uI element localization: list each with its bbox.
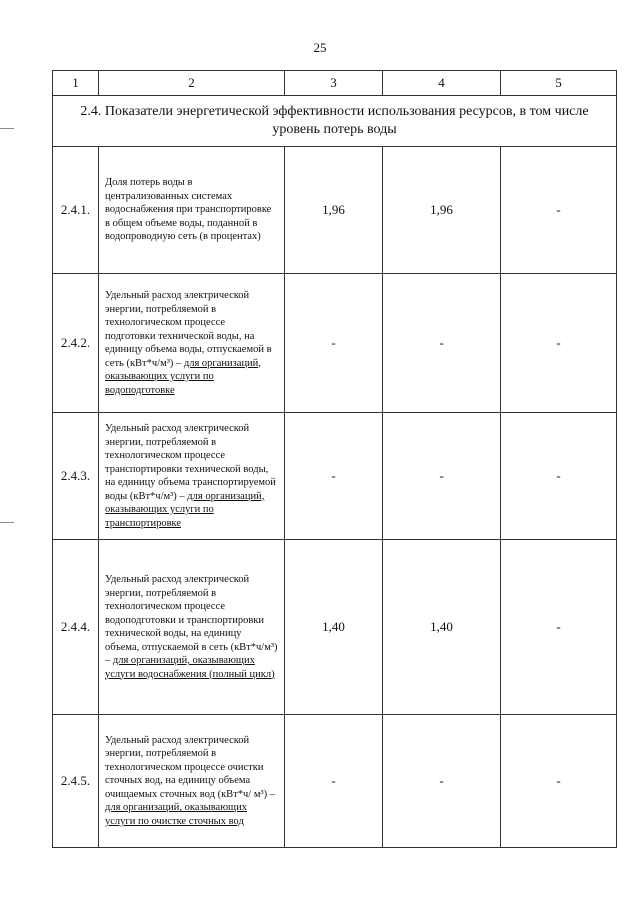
column-number-3: 3 (285, 71, 383, 96)
row-number: 2.4.3. (53, 413, 99, 540)
table-row (53, 274, 617, 413)
row-value-col3: 1,96 (285, 147, 383, 274)
row-description (99, 413, 285, 540)
section-header-row (53, 96, 617, 147)
margin-mark (0, 522, 14, 523)
margin-mark (0, 128, 14, 129)
row-value-col4: - (383, 274, 501, 413)
row-value-col3: 1,40 (285, 540, 383, 715)
row-value-col5: - (501, 715, 617, 848)
indicators-table (52, 70, 617, 848)
row-value-col3: - (285, 413, 383, 540)
row-number: 2.4.1. (53, 147, 99, 274)
description-underlined: для организаций, оказывающих услуги водоснабжения (полный цикл) (105, 655, 275, 680)
row-value-col5: - (501, 274, 617, 413)
row-value-col4: - (383, 413, 501, 540)
description-underlined: для организаций, оказывающих услуги по транспортировке (105, 490, 265, 529)
row-description (99, 715, 285, 848)
page-number: 25 (313, 40, 327, 55)
column-number-5: 5 (501, 71, 617, 96)
table-row (53, 715, 617, 848)
row-value-col5: - (501, 413, 617, 540)
description-text: Удельный расход электрической энергии, потребляемой в технологическом процессе очистки сточных вод, на единицу объема очищаемых сточных вод (кВт*ч/ м³) – (105, 734, 276, 800)
row-value-col4: 1,40 (383, 540, 501, 715)
row-value-col3: - (285, 715, 383, 848)
row-value-col4: - (383, 715, 501, 848)
row-value-col3: - (285, 274, 383, 413)
description-text: Удельный расход электрической энергии, потребляемой в технологическом процессе транспортировки технической воды, на единицу объема транспортируемой воды (кВт*ч/м³) – (105, 423, 276, 502)
description-underlined: для организаций, оказывающих услуги по водоподготовке (105, 357, 261, 396)
row-description (99, 147, 285, 274)
row-value-col4: 1,96 (383, 147, 501, 274)
row-value-col5: - (501, 147, 617, 274)
description-text: Доля потерь воды в централизованных системах водоснабжения при транспортировке в общем объеме воды, поданной в водопроводную сеть (в процентах) (105, 177, 272, 243)
description-underlined: для организаций, оказывающих услуги по очистке сточных вод (105, 802, 247, 827)
table-row (53, 540, 617, 715)
table-row (53, 147, 617, 274)
column-number-1: 1 (53, 71, 99, 96)
table-row (53, 413, 617, 540)
column-number-4: 4 (383, 71, 501, 96)
row-description (99, 540, 285, 715)
row-number: 2.4.2. (53, 274, 99, 413)
section-title: 2.4. Показатели энергетической эффективности использования ресурсов, в том числе уровень потерь воды (53, 96, 617, 147)
description-text: Удельный расход электрической энергии, потребляемой в технологическом процессе подготовки технической воды, на единицу объема воды, отпускаемой в сеть (кВт*ч/м³) – (105, 290, 272, 369)
row-description (99, 274, 285, 413)
row-number: 2.4.5. (53, 715, 99, 848)
row-number: 2.4.4. (53, 540, 99, 715)
description-text: Удельный расход электрической энергии, потребляемой в технологическом процессе водоподготовки и транспортировки технической воды, на единицу объема, отпускаемой в сеть (кВт*ч/м³) – (105, 574, 278, 666)
column-number-2: 2 (99, 71, 285, 96)
column-number-row (53, 71, 617, 96)
row-value-col5: - (501, 540, 617, 715)
